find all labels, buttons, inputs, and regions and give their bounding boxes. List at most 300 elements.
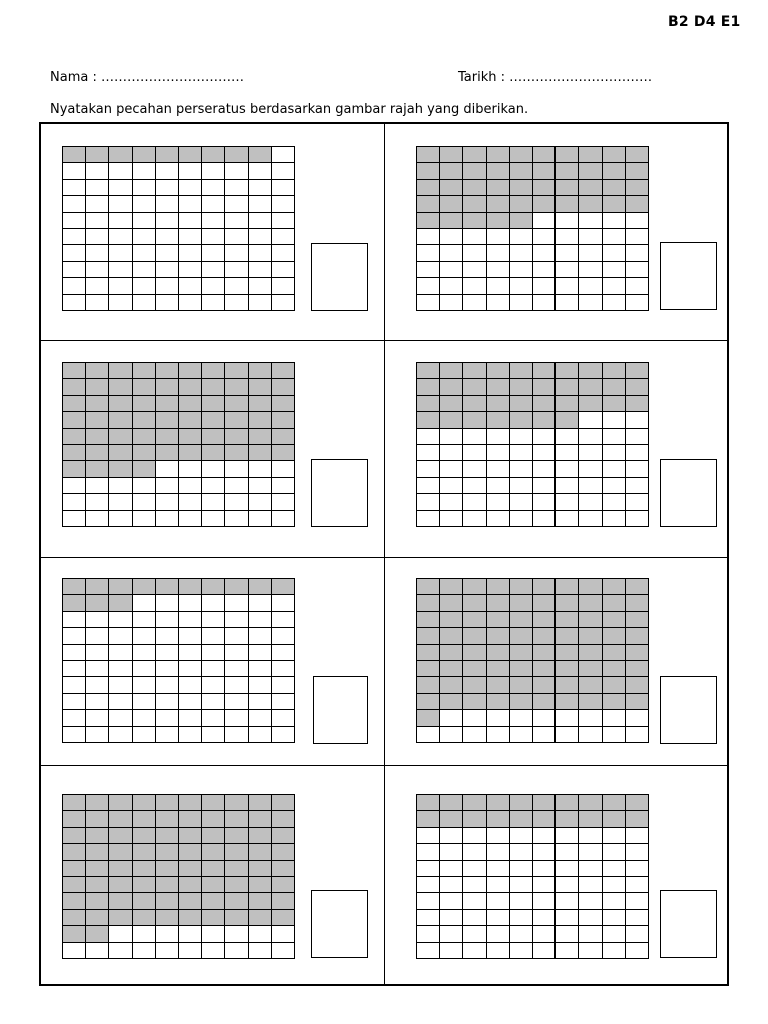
grid-cell bbox=[86, 727, 109, 743]
grid-cell bbox=[417, 828, 440, 844]
grid-cell bbox=[533, 710, 556, 726]
grid-cell bbox=[463, 445, 486, 461]
grid-cell bbox=[272, 213, 295, 229]
grid-cell bbox=[417, 727, 440, 743]
grid-cell-shaded bbox=[603, 628, 626, 644]
grid-cell bbox=[249, 511, 272, 527]
grid-cell bbox=[626, 710, 649, 726]
grid-cell-shaded bbox=[202, 445, 225, 461]
grid-cell-shaded bbox=[510, 213, 533, 229]
grid-cell-shaded bbox=[603, 595, 626, 611]
grid-cell-shaded bbox=[579, 147, 602, 163]
hundred-grid bbox=[62, 794, 295, 959]
grid-cell bbox=[417, 511, 440, 527]
grid-cell bbox=[179, 645, 202, 661]
grid-cell bbox=[556, 910, 579, 926]
grid-cell-shaded bbox=[179, 363, 202, 379]
grid-cell-shaded bbox=[487, 612, 510, 628]
grid-cell bbox=[603, 494, 626, 510]
grid-cell-shaded bbox=[603, 147, 626, 163]
grid-cell bbox=[510, 429, 533, 445]
grid-cell-shaded bbox=[533, 811, 556, 827]
grid-cell bbox=[579, 910, 602, 926]
grid-cell bbox=[626, 245, 649, 261]
grid-cell-shaded bbox=[463, 412, 486, 428]
grid-cell bbox=[510, 910, 533, 926]
grid-cell bbox=[272, 661, 295, 677]
grid-cell-shaded bbox=[202, 844, 225, 860]
grid-cell bbox=[603, 295, 626, 311]
grid-cell-shaded bbox=[440, 213, 463, 229]
grid-cell bbox=[249, 229, 272, 245]
grid-cell-shaded bbox=[556, 363, 579, 379]
grid-cell bbox=[133, 278, 156, 294]
grid-cell-shaded bbox=[626, 645, 649, 661]
grid-cell-shaded bbox=[63, 844, 86, 860]
grid-cell-shaded bbox=[225, 363, 248, 379]
grid-cell bbox=[556, 494, 579, 510]
grid-cell bbox=[202, 628, 225, 644]
grid-cell-shaded bbox=[109, 910, 132, 926]
grid-cell-shaded bbox=[156, 893, 179, 909]
grid-cell-shaded bbox=[556, 595, 579, 611]
grid-cell bbox=[202, 727, 225, 743]
grid-cell bbox=[63, 694, 86, 710]
grid-cell bbox=[133, 677, 156, 693]
grid-cell-shaded bbox=[626, 677, 649, 693]
grid-cell-shaded bbox=[463, 595, 486, 611]
grid-cell-shaded bbox=[156, 844, 179, 860]
grid-cell bbox=[272, 147, 295, 163]
grid-cell-shaded bbox=[510, 396, 533, 412]
grid-cell bbox=[510, 893, 533, 909]
row-divider bbox=[39, 557, 729, 558]
grid-cell bbox=[225, 196, 248, 212]
grid-cell bbox=[510, 494, 533, 510]
grid-cell-shaded bbox=[109, 844, 132, 860]
grid-cell-shaded bbox=[626, 579, 649, 595]
grid-cell-shaded bbox=[63, 396, 86, 412]
grid-cell-shaded bbox=[156, 811, 179, 827]
answer-box[interactable] bbox=[660, 890, 717, 958]
row-divider bbox=[39, 340, 729, 341]
grid-cell bbox=[202, 213, 225, 229]
grid-cell-shaded bbox=[249, 579, 272, 595]
grid-cell-shaded bbox=[463, 363, 486, 379]
grid-cell-shaded bbox=[109, 429, 132, 445]
grid-cell bbox=[225, 229, 248, 245]
grid-cell bbox=[86, 694, 109, 710]
grid-cell bbox=[440, 429, 463, 445]
grid-cell bbox=[556, 478, 579, 494]
grid-cell-shaded bbox=[487, 628, 510, 644]
grid-cell bbox=[556, 861, 579, 877]
grid-cell-shaded bbox=[202, 828, 225, 844]
grid-cell-shaded bbox=[202, 379, 225, 395]
grid-cell bbox=[133, 628, 156, 644]
grid-cell-shaded bbox=[86, 910, 109, 926]
grid-cell bbox=[603, 229, 626, 245]
grid-cell-shaded bbox=[202, 429, 225, 445]
grid-cell bbox=[272, 262, 295, 278]
grid-cell-shaded bbox=[463, 379, 486, 395]
grid-cell bbox=[440, 445, 463, 461]
grid-cell-shaded bbox=[510, 645, 533, 661]
grid-cell bbox=[133, 163, 156, 179]
grid-cell-shaded bbox=[202, 412, 225, 428]
grid-cell bbox=[86, 612, 109, 628]
grid-cell bbox=[272, 295, 295, 311]
grid-cell bbox=[179, 661, 202, 677]
grid-cell bbox=[86, 180, 109, 196]
grid-cell bbox=[440, 245, 463, 261]
grid-cell-shaded bbox=[533, 795, 556, 811]
grid-cell bbox=[463, 262, 486, 278]
grid-cell bbox=[86, 511, 109, 527]
grid-cell bbox=[225, 628, 248, 644]
grid-cell bbox=[417, 861, 440, 877]
grid-cell bbox=[463, 710, 486, 726]
grid-cell-shaded bbox=[272, 910, 295, 926]
grid-cell-shaded bbox=[626, 795, 649, 811]
grid-cell bbox=[179, 595, 202, 611]
grid-cell-shaded bbox=[109, 828, 132, 844]
grid-cell-shaded bbox=[156, 429, 179, 445]
grid-cell bbox=[272, 461, 295, 477]
grid-cell bbox=[487, 262, 510, 278]
grid-cell-shaded bbox=[272, 363, 295, 379]
grid-cell-shaded bbox=[533, 363, 556, 379]
grid-cell-shaded bbox=[533, 412, 556, 428]
grid-cell bbox=[202, 645, 225, 661]
grid-cell bbox=[510, 727, 533, 743]
grid-cell bbox=[156, 628, 179, 644]
grid-cell bbox=[109, 645, 132, 661]
grid-cell-shaded bbox=[249, 412, 272, 428]
grid-cell-shaded bbox=[156, 579, 179, 595]
grid-cell-shaded bbox=[556, 396, 579, 412]
grid-cell bbox=[510, 511, 533, 527]
grid-cell bbox=[109, 727, 132, 743]
grid-cell-shaded bbox=[510, 612, 533, 628]
grid-cell bbox=[556, 943, 579, 959]
grid-cell bbox=[463, 727, 486, 743]
grid-cell-shaded bbox=[579, 645, 602, 661]
grid-cell bbox=[556, 445, 579, 461]
grid-cell bbox=[156, 943, 179, 959]
grid-cell bbox=[533, 445, 556, 461]
grid-cell bbox=[202, 478, 225, 494]
grid-cell-shaded bbox=[86, 877, 109, 893]
grid-cell bbox=[417, 494, 440, 510]
grid-cell bbox=[249, 661, 272, 677]
grid-cell bbox=[533, 943, 556, 959]
grid-cell bbox=[417, 245, 440, 261]
grid-cell-shaded bbox=[179, 877, 202, 893]
grid-cell-shaded bbox=[487, 163, 510, 179]
grid-cell-shaded bbox=[603, 363, 626, 379]
grid-cell bbox=[440, 893, 463, 909]
grid-cell bbox=[156, 710, 179, 726]
grid-cell bbox=[86, 278, 109, 294]
grid-cell bbox=[626, 295, 649, 311]
grid-cell bbox=[179, 677, 202, 693]
grid-cell-shaded bbox=[417, 645, 440, 661]
name-field[interactable]: Nama : …………………………… bbox=[50, 70, 244, 85]
grid-cell bbox=[156, 213, 179, 229]
grid-cell-shaded bbox=[626, 396, 649, 412]
grid-cell bbox=[249, 727, 272, 743]
grid-cell-shaded bbox=[133, 877, 156, 893]
grid-cell-shaded bbox=[225, 877, 248, 893]
grid-cell bbox=[579, 511, 602, 527]
grid-cell-shaded bbox=[533, 628, 556, 644]
grid-cell bbox=[603, 412, 626, 428]
grid-cell bbox=[63, 245, 86, 261]
grid-cell-shaded bbox=[440, 147, 463, 163]
grid-cell-shaded bbox=[417, 710, 440, 726]
grid-cell-shaded bbox=[579, 363, 602, 379]
grid-cell-shaded bbox=[626, 363, 649, 379]
grid-cell-shaded bbox=[579, 196, 602, 212]
grid-cell bbox=[249, 645, 272, 661]
grid-cell-shaded bbox=[556, 147, 579, 163]
grid-cell bbox=[603, 893, 626, 909]
grid-cell-shaded bbox=[225, 379, 248, 395]
grid-cell-shaded bbox=[440, 412, 463, 428]
grid-cell-shaded bbox=[463, 645, 486, 661]
grid-cell-shaded bbox=[487, 661, 510, 677]
grid-cell bbox=[487, 893, 510, 909]
grid-cell-shaded bbox=[579, 595, 602, 611]
grid-cell-shaded bbox=[533, 612, 556, 628]
grid-cell bbox=[225, 645, 248, 661]
grid-cell-shaded bbox=[417, 196, 440, 212]
grid-cell-shaded bbox=[417, 147, 440, 163]
grid-cell-shaded bbox=[579, 661, 602, 677]
grid-cell-shaded bbox=[510, 363, 533, 379]
grid-cell bbox=[603, 461, 626, 477]
grid-cell-shaded bbox=[272, 811, 295, 827]
grid-cell bbox=[556, 877, 579, 893]
grid-cell-shaded bbox=[202, 579, 225, 595]
grid-cell-shaded bbox=[63, 379, 86, 395]
grid-cell bbox=[417, 893, 440, 909]
grid-cell bbox=[626, 229, 649, 245]
grid-cell-shaded bbox=[533, 677, 556, 693]
grid-cell bbox=[225, 494, 248, 510]
grid-cell-shaded bbox=[510, 677, 533, 693]
grid-cell-shaded bbox=[603, 795, 626, 811]
grid-cell-shaded bbox=[272, 379, 295, 395]
grid-cell-shaded bbox=[556, 694, 579, 710]
grid-cell bbox=[179, 262, 202, 278]
grid-cell-shaded bbox=[179, 844, 202, 860]
grid-cell bbox=[556, 278, 579, 294]
grid-cell bbox=[533, 245, 556, 261]
grid-cell bbox=[626, 429, 649, 445]
grid-cell-shaded bbox=[225, 579, 248, 595]
grid-cell bbox=[463, 926, 486, 942]
grid-cell bbox=[533, 877, 556, 893]
grid-cell bbox=[202, 595, 225, 611]
grid-cell-shaded bbox=[225, 429, 248, 445]
grid-cell bbox=[202, 196, 225, 212]
grid-cell-shaded bbox=[63, 461, 86, 477]
grid-cell bbox=[249, 461, 272, 477]
grid-cell-shaded bbox=[86, 811, 109, 827]
grid-cell bbox=[249, 262, 272, 278]
grid-cell bbox=[272, 612, 295, 628]
grid-cell bbox=[463, 877, 486, 893]
grid-cell-shaded bbox=[510, 163, 533, 179]
grid-cell-shaded bbox=[533, 396, 556, 412]
grid-cell-shaded bbox=[463, 795, 486, 811]
answer-box[interactable] bbox=[313, 676, 368, 744]
grid-cell bbox=[603, 861, 626, 877]
grid-cell-shaded bbox=[603, 180, 626, 196]
grid-cell bbox=[579, 861, 602, 877]
grid-cell-shaded bbox=[440, 180, 463, 196]
grid-cell bbox=[579, 943, 602, 959]
grid-cell-shaded bbox=[463, 180, 486, 196]
instruction-text: Nyatakan pecahan perseratus berdasarkan gambar rajah yang diberikan. bbox=[50, 102, 529, 117]
grid-cell bbox=[272, 694, 295, 710]
grid-cell bbox=[272, 278, 295, 294]
grid-cell-shaded bbox=[626, 612, 649, 628]
grid-cell bbox=[133, 943, 156, 959]
answer-box[interactable] bbox=[311, 243, 368, 311]
grid-cell-shaded bbox=[417, 363, 440, 379]
answer-box[interactable] bbox=[660, 459, 717, 527]
grid-cell-shaded bbox=[63, 579, 86, 595]
grid-cell bbox=[109, 926, 132, 942]
grid-cell-shaded bbox=[133, 363, 156, 379]
grid-cell bbox=[156, 645, 179, 661]
grid-cell-shaded bbox=[417, 595, 440, 611]
grid-cell bbox=[603, 445, 626, 461]
grid-cell-shaded bbox=[156, 445, 179, 461]
grid-cell bbox=[579, 926, 602, 942]
grid-cell-shaded bbox=[556, 379, 579, 395]
grid-cell-shaded bbox=[440, 661, 463, 677]
grid-cell bbox=[63, 213, 86, 229]
grid-cell bbox=[109, 677, 132, 693]
grid-cell-shaded bbox=[249, 910, 272, 926]
grid-cell-shaded bbox=[440, 677, 463, 693]
row-divider bbox=[39, 765, 729, 766]
grid-cell-shaded bbox=[487, 795, 510, 811]
grid-cell-shaded bbox=[603, 811, 626, 827]
worksheet-code: B2 D4 E1 bbox=[668, 14, 741, 30]
grid-cell bbox=[202, 461, 225, 477]
grid-cell bbox=[603, 478, 626, 494]
grid-cell bbox=[579, 429, 602, 445]
grid-cell-shaded bbox=[86, 844, 109, 860]
grid-cell-shaded bbox=[440, 396, 463, 412]
date-field[interactable]: Tarikh : …………………………… bbox=[458, 70, 653, 85]
grid-cell bbox=[109, 163, 132, 179]
grid-cell bbox=[179, 694, 202, 710]
grid-cell bbox=[463, 511, 486, 527]
grid-cell bbox=[202, 229, 225, 245]
grid-cell bbox=[202, 677, 225, 693]
grid-cell-shaded bbox=[225, 811, 248, 827]
grid-cell bbox=[225, 677, 248, 693]
grid-cell-shaded bbox=[179, 795, 202, 811]
grid-cell-shaded bbox=[225, 445, 248, 461]
grid-cell-shaded bbox=[272, 828, 295, 844]
grid-cell bbox=[272, 494, 295, 510]
grid-cell bbox=[272, 511, 295, 527]
grid-cell bbox=[86, 478, 109, 494]
grid-cell bbox=[440, 229, 463, 245]
grid-cell bbox=[533, 461, 556, 477]
grid-cell bbox=[579, 727, 602, 743]
grid-cell bbox=[63, 727, 86, 743]
grid-cell-shaded bbox=[86, 579, 109, 595]
grid-cell bbox=[463, 861, 486, 877]
grid-cell-shaded bbox=[86, 461, 109, 477]
answer-box[interactable] bbox=[311, 890, 368, 958]
grid-cell bbox=[579, 461, 602, 477]
grid-cell bbox=[133, 612, 156, 628]
grid-cell bbox=[133, 245, 156, 261]
grid-cell bbox=[202, 694, 225, 710]
grid-cell-shaded bbox=[487, 180, 510, 196]
grid-cell-shaded bbox=[626, 196, 649, 212]
grid-cell-shaded bbox=[133, 893, 156, 909]
grid-cell bbox=[179, 295, 202, 311]
grid-cell-shaded bbox=[510, 379, 533, 395]
grid-cell-shaded bbox=[510, 694, 533, 710]
grid-cell-shaded bbox=[556, 677, 579, 693]
grid-cell bbox=[179, 245, 202, 261]
grid-cell-shaded bbox=[133, 844, 156, 860]
grid-cell-shaded bbox=[179, 379, 202, 395]
grid-cell-shaded bbox=[156, 147, 179, 163]
grid-cell bbox=[487, 710, 510, 726]
grid-cell-shaded bbox=[179, 811, 202, 827]
grid-cell bbox=[579, 844, 602, 860]
answer-box[interactable] bbox=[660, 242, 717, 310]
grid-cell-shaded bbox=[579, 163, 602, 179]
grid-cell bbox=[156, 196, 179, 212]
grid-cell bbox=[626, 877, 649, 893]
grid-cell-shaded bbox=[440, 595, 463, 611]
grid-cell bbox=[556, 828, 579, 844]
grid-cell bbox=[272, 595, 295, 611]
grid-cell-shaded bbox=[440, 163, 463, 179]
answer-box[interactable] bbox=[311, 459, 368, 527]
grid-cell-shaded bbox=[487, 811, 510, 827]
grid-cell bbox=[556, 429, 579, 445]
grid-cell-shaded bbox=[417, 379, 440, 395]
grid-cell bbox=[63, 628, 86, 644]
grid-cell bbox=[202, 295, 225, 311]
grid-cell bbox=[272, 478, 295, 494]
answer-box[interactable] bbox=[660, 676, 717, 744]
grid-cell-shaded bbox=[579, 694, 602, 710]
grid-cell bbox=[156, 612, 179, 628]
grid-cell bbox=[533, 213, 556, 229]
grid-cell bbox=[510, 445, 533, 461]
grid-cell bbox=[487, 278, 510, 294]
grid-cell bbox=[626, 844, 649, 860]
grid-cell-shaded bbox=[510, 196, 533, 212]
grid-cell bbox=[225, 612, 248, 628]
grid-cell bbox=[463, 478, 486, 494]
